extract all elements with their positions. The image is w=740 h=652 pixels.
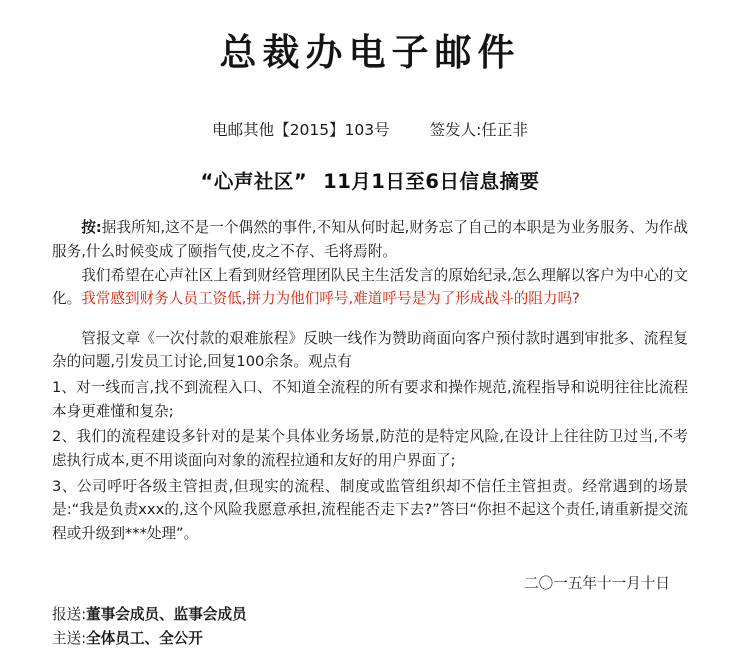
footer-report-line — [52, 603, 688, 628]
paragraph-note — [52, 216, 688, 263]
viewpoint-item-1: 1、对一线而言,找不到流程入口、不知道全流程的所有要求和操作规范,流程指导和说明往往比流程本身更难懂和复杂; — [52, 379, 688, 420]
footer-report-names: 董事会成员、监事会成员 — [86, 605, 247, 623]
document-footer — [24, 603, 716, 652]
paragraph-expectation — [52, 264, 688, 311]
note-text: 据我所知,这不是一个偶然的事件,不知从何时起,财务忘了自己的本职是为业务服务、为作战服务,什么时候变成了颐指气使,皮之不存、毛将焉附。 — [52, 219, 688, 260]
expectation-text: 我们希望在心声社区上看到财经管理团队民主生活发言的原始纪录,怎么理解以客户为中心的文化。 — [52, 266, 688, 308]
document-meta — [24, 118, 716, 140]
document-page — [0, 14, 740, 648]
document-subject — [24, 166, 716, 194]
footer-send-names: 全体员工、全公开 — [86, 630, 203, 648]
document-date: 二〇一五年十一月十日 — [524, 574, 670, 592]
document-number: 电邮其他【2015】103号 — [212, 121, 390, 140]
footer-send-label: 主送: — [52, 630, 87, 648]
subject-period: 11月1日至6日信息摘要 — [323, 170, 540, 194]
document-signer: 签发人:任正非 — [429, 121, 528, 140]
footer-send-line — [52, 627, 688, 652]
article-summary-text: 管报文章《一次付款的艰难旅程》反映一线作为赞助商面向客户预付款时遇到审批多、流程复杂的问题,引发员工讨论,回复100余条。观点有 — [52, 329, 688, 371]
paragraph-article-summary — [52, 327, 688, 374]
footer-report-label: 报送: — [52, 605, 87, 623]
document-body — [24, 216, 716, 545]
document-title: 总裁办电子邮件 — [219, 31, 521, 74]
viewpoint-item-2: 2、我们的流程建设多针对的是某个具体业务场景,防范的是特定风险,在设计上往往防卫过当,不考虑执行成本,更不用谈面向对象的流程拉通和友好的用户界面了; — [52, 428, 688, 470]
subject-community: “心声社区” — [200, 170, 308, 194]
viewpoint-item-3: 3、公司呼吁各级主管担责,但现实的流程、制度或监管组织却不信任主管担责。经常遇到的场景是:“我是负责xxx的,这个风险我愿意承担,流程能否走下去?”答曰“你担不起这个责任,请重新提交流程或升级到***处理”。 — [52, 477, 688, 542]
expectation-highlight: 我常感到财务人员工资低,拼力为他们呼号,难道呼号是为了形成战斗的阻力吗? — [81, 290, 580, 308]
note-label: 按: — [81, 219, 102, 237]
